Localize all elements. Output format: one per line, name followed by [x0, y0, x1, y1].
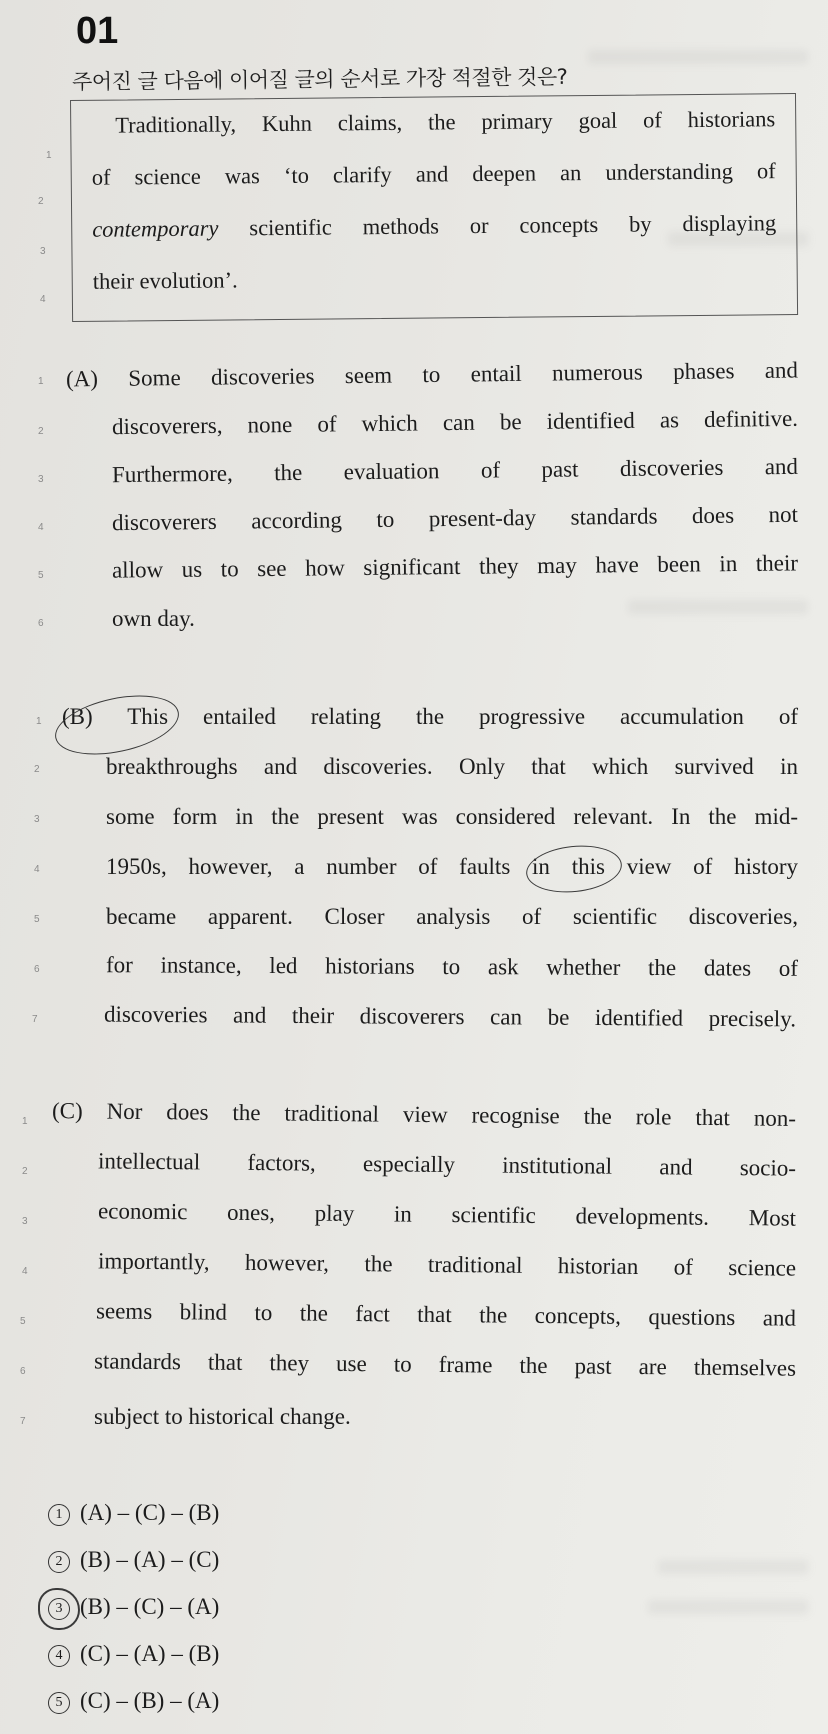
line-number: 6 — [20, 1366, 26, 1377]
choice-5[interactable]: 5 (C) – (B) – (A) — [48, 1688, 219, 1714]
choice-2[interactable]: 2 (B) – (A) – (C) — [48, 1547, 219, 1573]
question-number: 01 — [76, 10, 119, 52]
line-number: 3 — [34, 814, 40, 825]
given-text-box — [70, 93, 798, 322]
line-number: 7 — [32, 1014, 38, 1025]
bleed-through-text — [658, 1560, 808, 1574]
line-number: 4 — [34, 864, 40, 875]
paragraph-line: standards that they use to frame the past are themselves — [93, 1348, 797, 1381]
line-number: 1 — [46, 150, 52, 161]
bleed-through-text — [648, 1600, 808, 1614]
italic-word: contemporary — [92, 215, 219, 242]
line-number: 1 — [38, 376, 44, 387]
line-number: 5 — [20, 1316, 26, 1327]
paragraph-line: discoverers according to present-day standards does not — [111, 501, 799, 536]
bleed-through-text — [588, 50, 808, 64]
circled-number-icon: 2 — [48, 1551, 70, 1573]
paragraph-line: 1950s, however, a number of faults in this view of history — [106, 854, 798, 879]
line-number: 1 — [22, 1116, 28, 1127]
paragraph-line: economic ones, play in scientific developments. Most — [97, 1198, 797, 1231]
paragraph-label: (B) — [62, 704, 93, 729]
paragraph-label: (C) — [51, 1098, 83, 1124]
paragraph-line: (C) Nor does the traditional view recognise the role that non- — [51, 1098, 797, 1131]
paragraph-line: importantly, however, the traditional historian of science — [97, 1248, 797, 1281]
paragraph-label: (A) — [65, 366, 99, 392]
line-number: 2 — [34, 764, 40, 775]
paragraph-line: intellectual factors, especially institutional and socio- — [97, 1148, 797, 1181]
line-number: 3 — [38, 474, 44, 485]
given-line: contemporary scientific methods or concepts by displaying — [92, 210, 777, 242]
paragraph-line: seems blind to the fact that the concepts, questions and — [95, 1298, 797, 1331]
paragraph-line: discoveries and their discoverers can be identified precisely. — [103, 1001, 797, 1032]
line-number: 5 — [34, 914, 40, 925]
line-number: 4 — [40, 294, 46, 305]
paragraph-line: (B) This entailed relating the progressive accumulation of — [62, 704, 798, 729]
choice-1[interactable]: 1 (A) – (C) – (B) — [48, 1500, 219, 1526]
line-number: 2 — [38, 426, 44, 437]
paragraph-line: own day. — [112, 606, 195, 631]
choice-3[interactable]: 3 (B) – (C) – (A) — [48, 1594, 219, 1620]
circled-number-icon: 4 — [48, 1645, 70, 1667]
circled-number-icon: 5 — [48, 1692, 70, 1714]
circled-number-icon: 3 — [48, 1598, 70, 1620]
line-number: 4 — [22, 1266, 28, 1277]
line-number: 5 — [38, 570, 44, 581]
line-number: 6 — [34, 964, 40, 975]
line-number: 3 — [40, 246, 46, 257]
circled-number-icon: 1 — [48, 1504, 70, 1526]
question-prompt: 주어진 글 다음에 이어질 글의 순서로 가장 적절한 것은? — [71, 64, 568, 94]
paragraph-line: breakthroughs and discoveries. Only that which survived in — [106, 754, 798, 779]
line-number: 2 — [22, 1166, 28, 1177]
paragraph-line: discoverers, none of which can be identified as definitive. — [111, 405, 799, 440]
paragraph-line: some form in the present was considered relevant. In the mid- — [106, 804, 798, 829]
line-number: 4 — [38, 522, 44, 533]
given-line: their evolution’. — [92, 267, 238, 294]
paragraph-line: (A) Some discoveries seem to entail numerous phases and — [65, 357, 799, 392]
line-number: 1 — [36, 716, 42, 727]
line-number: 6 — [38, 618, 44, 629]
given-line: Traditionally, Kuhn claims, the primary goal of historians — [115, 106, 776, 138]
line-number: 7 — [20, 1416, 26, 1427]
paragraph-line: became apparent. Closer analysis of scientific discoveries, — [106, 904, 798, 929]
given-line: of science was ‘to clarify and deepen an understanding of — [91, 158, 776, 190]
choice-4[interactable]: 4 (C) – (A) – (B) — [48, 1641, 219, 1667]
line-number: 3 — [22, 1216, 28, 1227]
paragraph-line: subject to historical change. — [94, 1404, 351, 1429]
paragraph-line: allow us to see how significant they may have been in their — [111, 550, 799, 583]
line-number: 2 — [38, 196, 44, 207]
paragraph-line: for instance, led historians to ask whether the dates of — [105, 952, 799, 981]
paragraph-line: Furthermore, the evaluation of past discoveries and — [111, 453, 799, 488]
